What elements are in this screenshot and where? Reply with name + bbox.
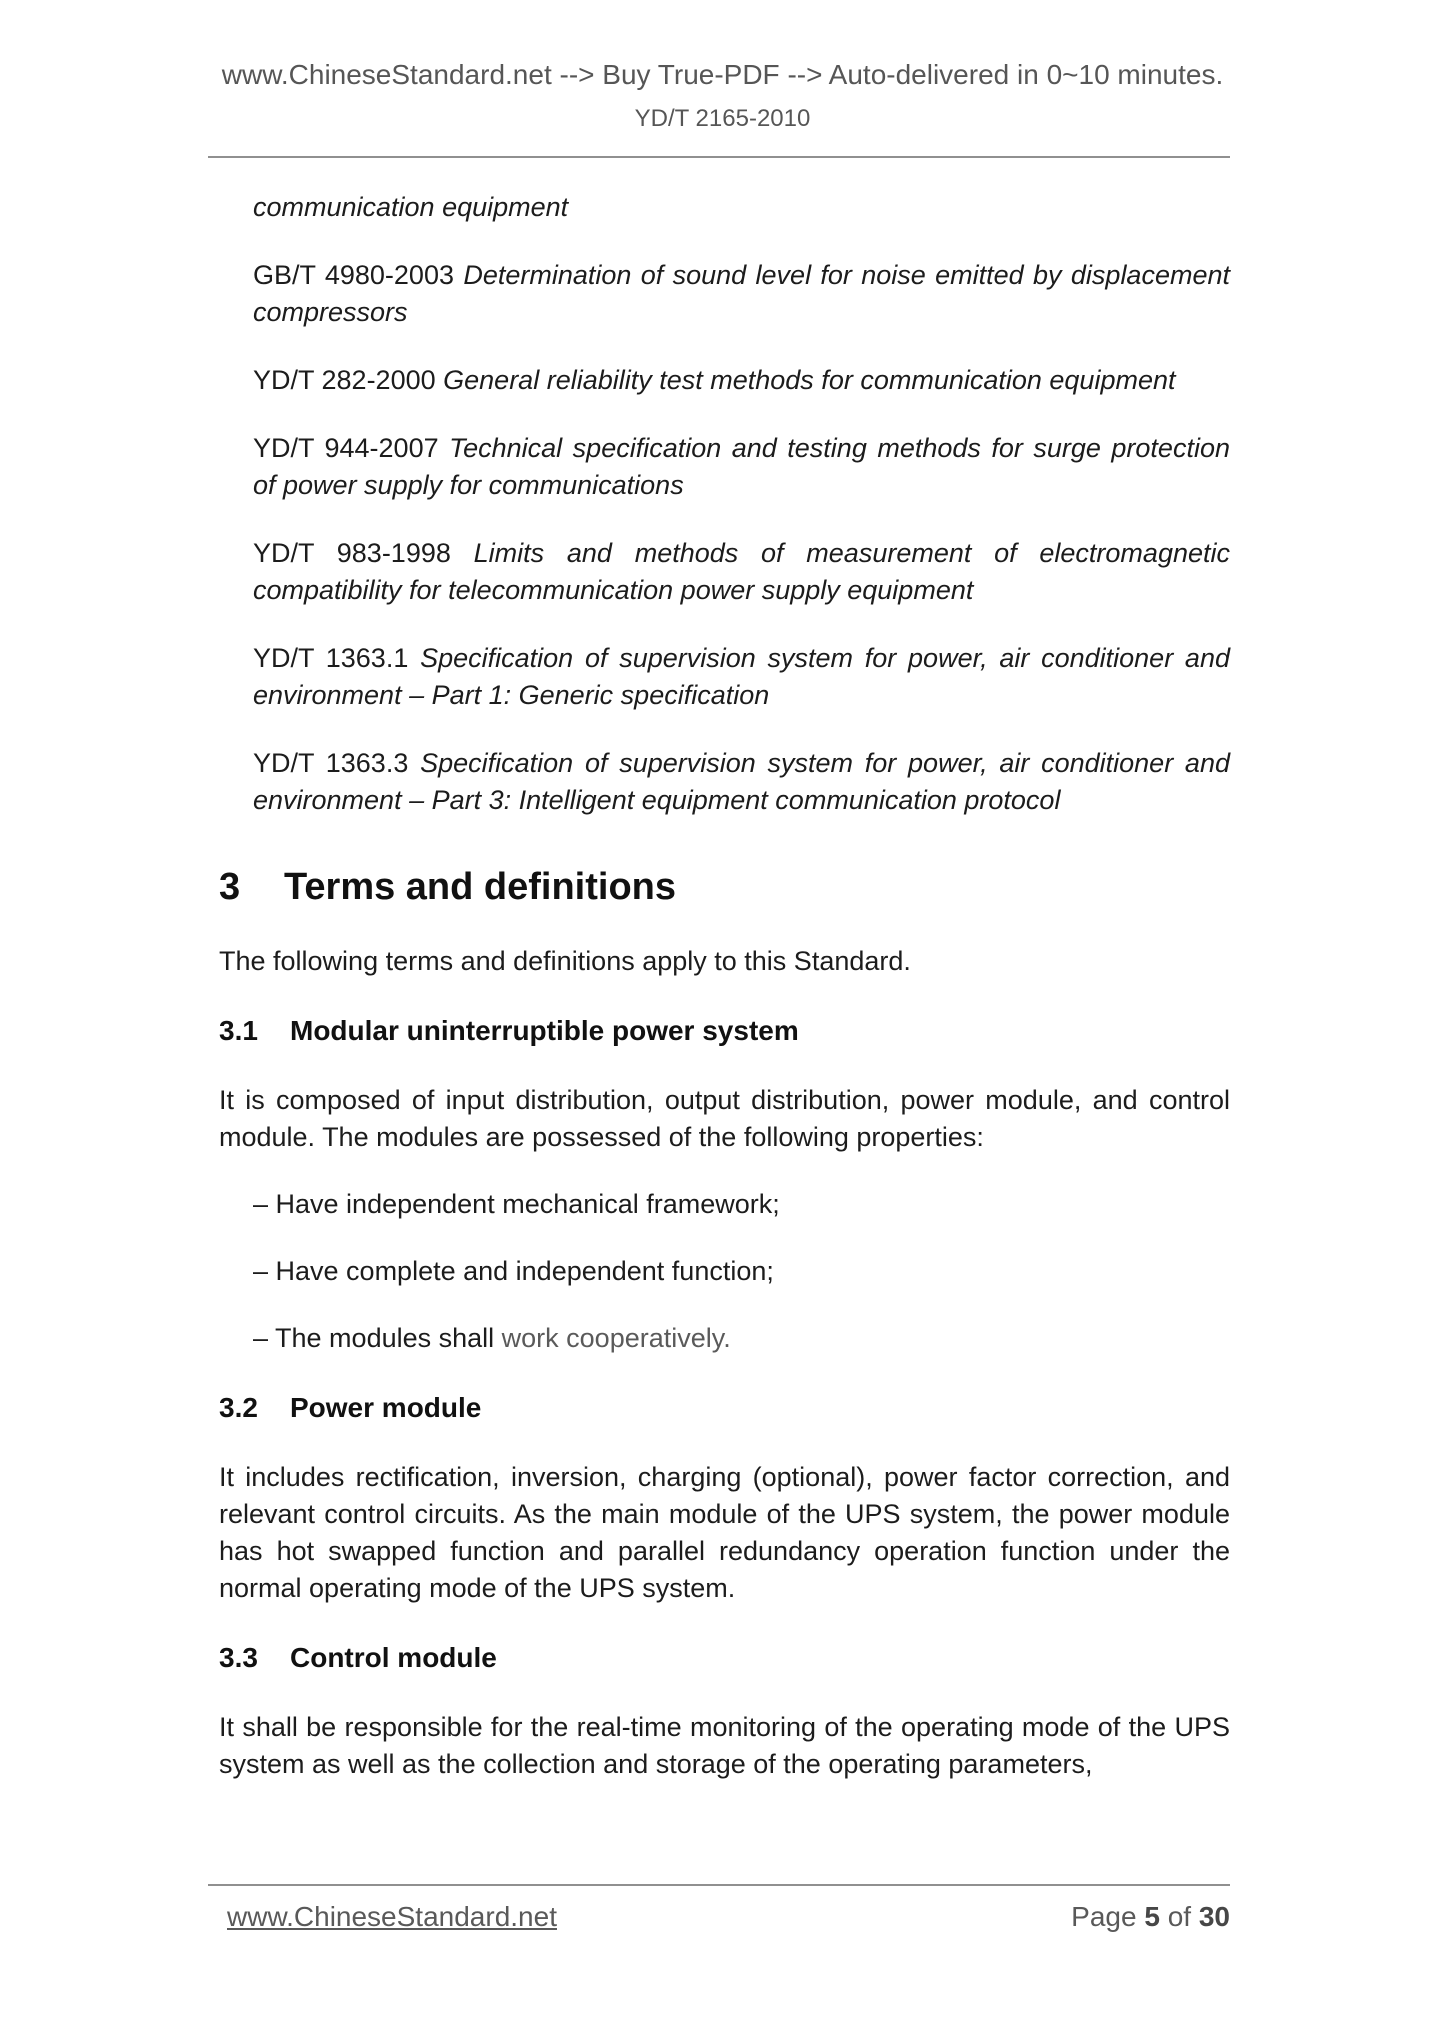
reference-item [219, 640, 1230, 714]
paragraph-3-3: It shall be responsible for the real-time monitoring of the operating mode of the UPS system as well as the collection and storage of the operating parameters, [219, 1712, 1230, 1779]
subsection-title: Modular uninterruptible power system [290, 1015, 799, 1046]
reference-title: communication equipment [253, 192, 569, 222]
reference-designation: GB/T 4980-2003 [253, 260, 454, 290]
subsection-title: Control module [290, 1642, 497, 1673]
subsection-heading-3-2 [219, 1389, 1230, 1426]
reference-continuation [219, 189, 1230, 226]
page-indicator [1071, 1898, 1230, 1936]
page-word: Page [1071, 1901, 1137, 1932]
reference-item [219, 257, 1230, 331]
subsection-number: 3.2 [219, 1392, 258, 1423]
subsection-number: 3.3 [219, 1642, 258, 1673]
footer-site-link[interactable]: www.ChineseStandard.net [227, 1901, 557, 1932]
section-intro: The following terms and definitions apply to this Standard. [219, 946, 911, 976]
list-item [219, 1320, 1230, 1357]
page-header [0, 0, 1445, 134]
subsection-heading-3-3 [219, 1639, 1230, 1676]
list-item-text: – The modules shall [253, 1323, 502, 1353]
list-item-text: – Have independent mechanical framework; [253, 1189, 780, 1219]
reference-designation: YD/T 1363.3 [253, 748, 409, 778]
section-heading [219, 864, 1230, 910]
doc-number: YD/T 2165-2010 [634, 105, 811, 132]
reference-item [219, 535, 1230, 609]
subsection-number: 3.1 [219, 1015, 258, 1046]
paragraph-3-1: It is composed of input distribution, output distribution, power module, and control module. The modules are possessed of the following properties: [219, 1085, 1230, 1152]
header-tagline: www.ChineseStandard.net --> Buy True-PDF --> Auto-delivered in 0~10 minutes. [221, 59, 1224, 90]
list-item-text: – Have complete and independent function; [253, 1256, 774, 1286]
footer-divider [208, 1884, 1230, 1886]
reference-designation: YD/T 944-2007 [253, 433, 439, 463]
reference-title: General reliability test methods for communication equipment [443, 365, 1176, 395]
list-item [219, 1186, 1230, 1223]
list-item [219, 1253, 1230, 1290]
reference-title: Determination of sound level for noise emitted by displacement compressors [253, 260, 1230, 327]
reference-designation: YD/T 983-1998 [253, 538, 451, 568]
of-word: of [1167, 1901, 1192, 1932]
reference-item [219, 745, 1230, 819]
header-divider [208, 156, 1230, 158]
section-title: Terms and definitions [284, 866, 677, 908]
reference-title: Technical specification and testing methods for surge protection of power supply for communications [253, 433, 1230, 500]
reference-item [219, 430, 1230, 504]
page-total: 30 [1198, 1901, 1230, 1932]
paragraph-3-2: It includes rectification, inversion, charging (optional), power factor correction, and relevant control circuits. As the main module of the UPS system, the power module has hot swapped function and parallel redundancy operation function under the normal operating mode of the UPS system. [219, 1462, 1230, 1603]
reference-designation: YD/T 282-2000 [253, 365, 436, 395]
subsection-heading-3-1 [219, 1012, 1230, 1049]
page-footer [208, 1884, 1230, 1936]
reference-title: Limits and methods of measurement of electromagnetic compatibility for telecommunication power supply equipment [253, 538, 1230, 605]
reference-title: Specification of supervision system for power, air conditioner and environment – Part 1: Generic specification [253, 643, 1230, 710]
page-number: 5 [1144, 1901, 1160, 1932]
list-item-text-gray: work cooperatively. [501, 1323, 731, 1353]
reference-title: Specification of supervision system for power, air conditioner and environment – Part 3: Intelligent equipment communication protocol [253, 748, 1230, 815]
page-content [219, 189, 1230, 1783]
reference-designation: YD/T 1363.1 [253, 643, 409, 673]
section-number: 3 [219, 866, 241, 908]
subsection-title: Power module [290, 1392, 482, 1423]
reference-item [219, 362, 1230, 399]
